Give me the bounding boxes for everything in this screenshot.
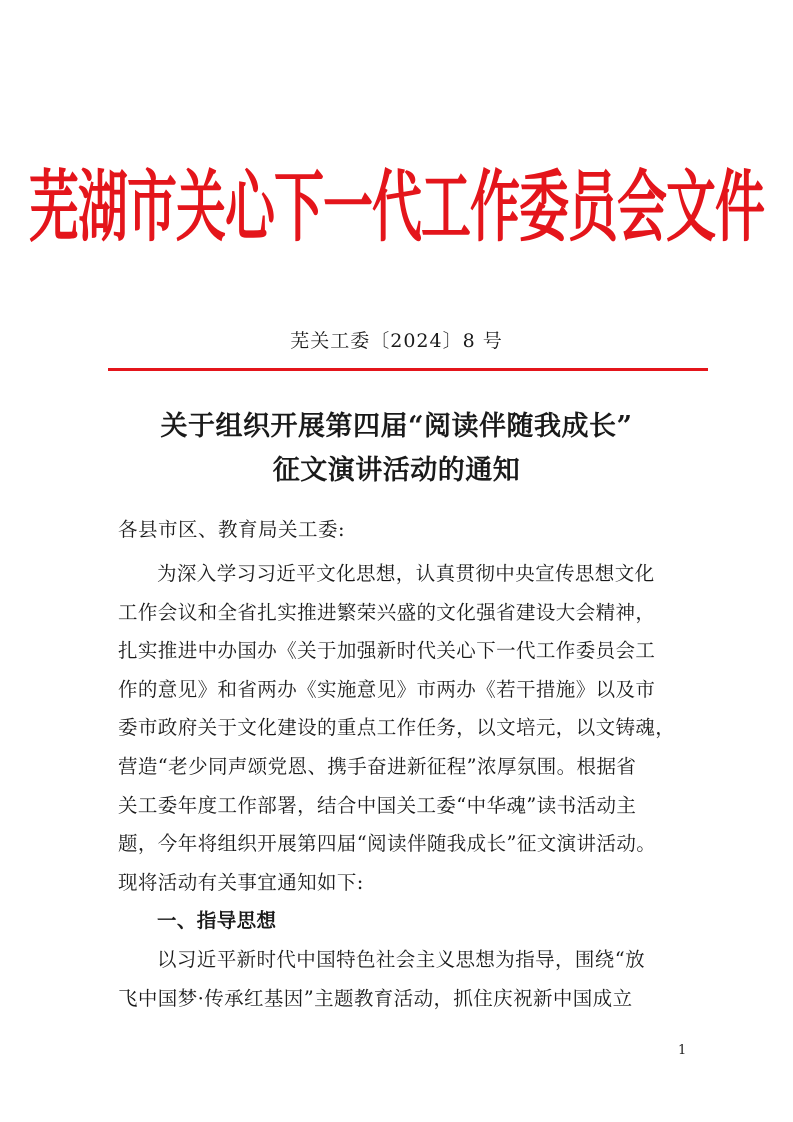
section-line: 以习近平新时代中国特色社会主义思想为指导，围绕“放 xyxy=(157,947,645,971)
body-line: 题，今年将组织开展第四届“阅读伴随我成长”征文演讲活动。 xyxy=(118,832,657,856)
section-line: 飞中国梦·传承红基因”主题教育活动，抓住庆祝新中国成立 xyxy=(118,986,633,1010)
notice-title-line-2: 征文演讲活动的通知 xyxy=(272,455,521,486)
document-number: 芜关工委〔2024〕8 号 xyxy=(290,330,503,352)
section-heading: 一、指导思想 xyxy=(157,909,277,933)
notice-title-line-1: 关于组织开展第四届“阅读伴随我成长” xyxy=(160,411,633,442)
body-line: 工作会议和全省扎实推进繁荣兴盛的文化强省建设大会精神， xyxy=(118,600,656,624)
body-line: 为深入学习习近平文化思想，认真贯彻中央宣传思想文化 xyxy=(157,562,655,585)
body-line: 扎实推进中办国办《关于加强新时代关心下一代工作委员会工 xyxy=(118,639,656,663)
body-line: 委市政府关于文化建设的重点工作任务，以文培元，以文铸魂， xyxy=(118,716,676,740)
red-divider xyxy=(108,368,708,371)
body-text xyxy=(118,555,688,1018)
salutation: 各县市区、教育局关工委: xyxy=(118,518,346,541)
masthead-title: 芜湖市关心下一代工作委员会文件 xyxy=(29,162,764,253)
body-line: 关工委年度工作部署，结合中国关工委“中华魂”读书活动主 xyxy=(118,793,637,817)
page-number: 1 xyxy=(678,1043,687,1058)
body-line: 现将活动有关事宜通知如下: xyxy=(118,870,364,894)
body-line: 作的意见》和省两办《实施意见》市两办《若干措施》以及市 xyxy=(118,677,656,701)
body-line: 营造“老少同声颂党恩、携手奋进新征程”浓厚氛围。根据省 xyxy=(118,754,637,778)
